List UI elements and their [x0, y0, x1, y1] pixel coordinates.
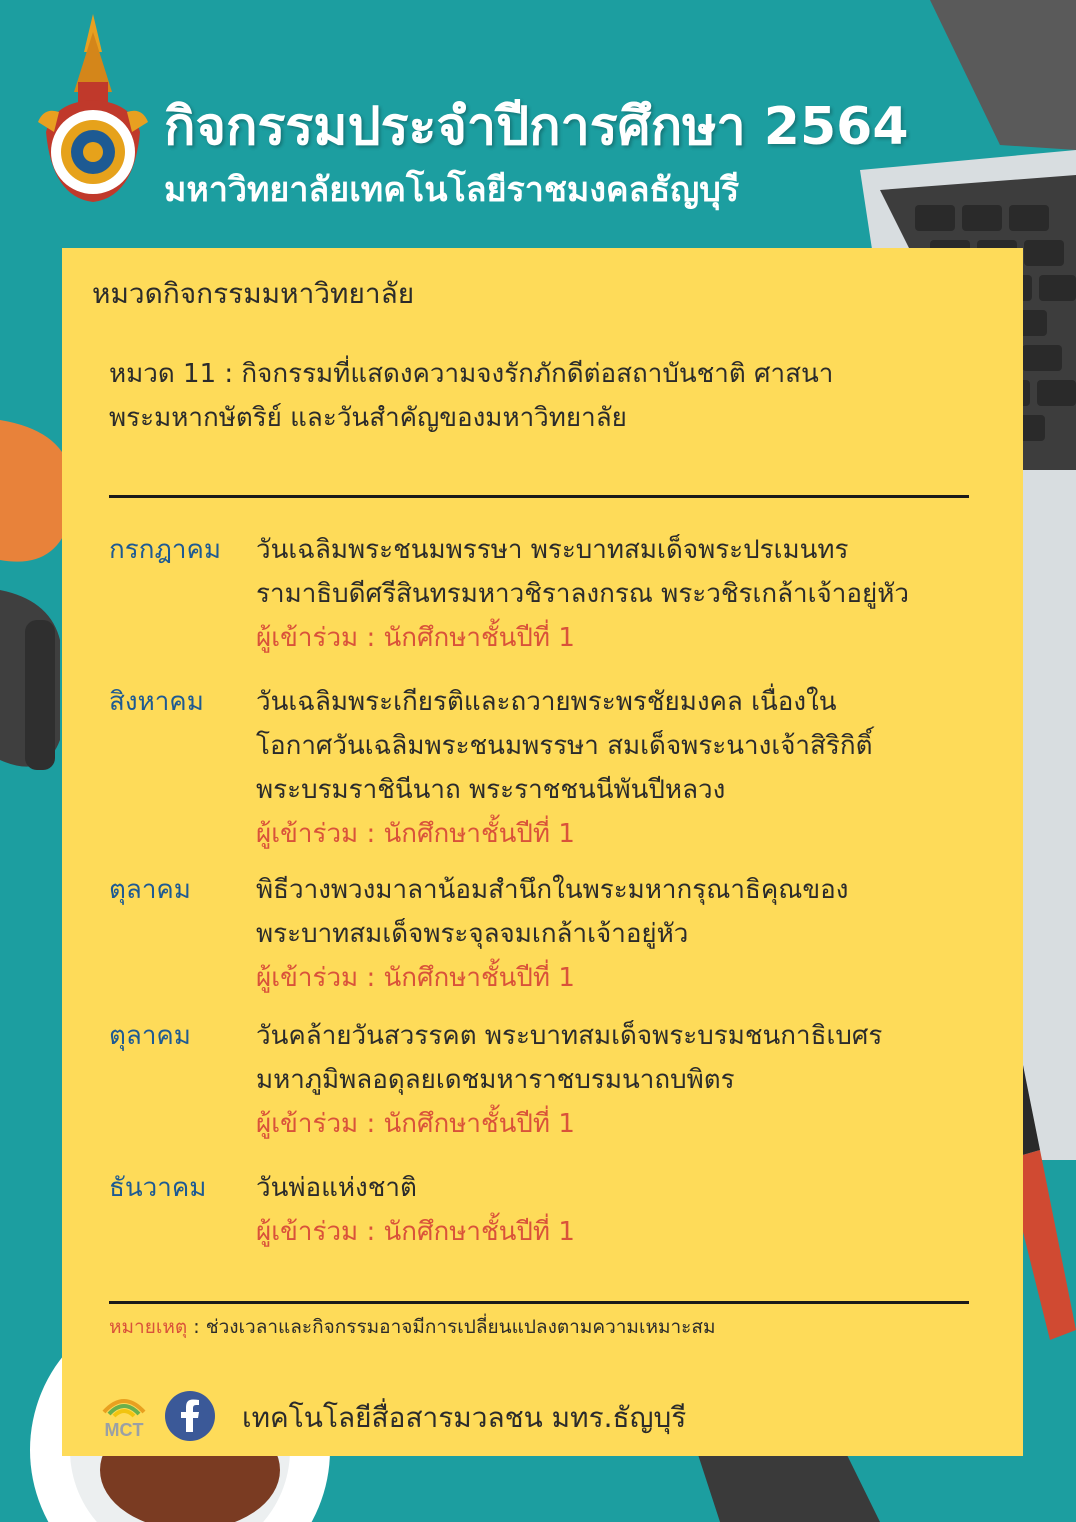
note-text: : ช่วงเวลาและกิจกรรมอาจมีการเปลี่ยนแปลงตามความเหมาะสม — [187, 1316, 716, 1338]
event-line: รามาธิบดีศรีสินทรมหาวชิราลงกรณ พระวชิรเกล้าเจ้าอยู่หัว — [256, 579, 909, 609]
event-participant: ผู้เข้าร่วม : นักศึกษาชั้นปีที่ 1 — [256, 1109, 575, 1139]
event-month: ธันวาคม — [109, 1173, 207, 1203]
event-description — [256, 680, 986, 856]
event-description — [256, 1014, 986, 1146]
event-line: พระบรมราชินีนาถ พระราชชนนีพันปีหลวง — [256, 775, 726, 805]
category-description-line: พระมหากษัตริย์ และวันสำคัญของมหาวิทยาลัย — [109, 403, 627, 433]
event-month: กรกฎาคม — [109, 535, 222, 565]
event-line: พิธีวางพวงมาลาน้อมสำนึกในพระมหากรุณาธิคุณของ — [256, 875, 849, 905]
page-title: กิจกรรมประจำปีการศึกษา 2564 — [164, 97, 909, 157]
event-participant: ผู้เข้าร่วม : นักศึกษาชั้นปีที่ 1 — [256, 1217, 575, 1247]
mct-logo-icon — [96, 1386, 152, 1442]
event-participant: ผู้เข้าร่วม : นักศึกษาชั้นปีที่ 1 — [256, 819, 575, 849]
mct-logo-text: MCT — [104, 1420, 144, 1440]
event-description — [256, 868, 986, 1000]
facebook-icon[interactable] — [164, 1390, 216, 1442]
university-seal-icon — [34, 12, 152, 202]
page-subtitle: มหาวิทยาลัยเทคโนโลยีราชมงคลธัญบุรี — [164, 170, 740, 210]
footer — [96, 1386, 896, 1446]
note-label: หมายเหตุ — [109, 1316, 188, 1338]
event-month: สิงหาคม — [109, 687, 204, 717]
category-description-line: หมวด 11 : กิจกรรมที่แสดงความจงรักภักดีต่อสถาบันชาติ ศาสนา — [109, 359, 834, 389]
divider-top — [109, 495, 969, 498]
event-line: มหาภูมิพลอดุลยเดชมหาราชบรมนาถบพิตร — [256, 1065, 735, 1095]
event-line: วันคล้ายวันสวรรคต พระบาทสมเด็จพระบรมชนกาธิเบศร — [256, 1021, 883, 1051]
event-participant: ผู้เข้าร่วม : นักศึกษาชั้นปีที่ 1 — [256, 623, 575, 653]
event-line: วันเฉลิมพระเกียรติและถวายพระพรชัยมงคล เนื่องใน — [256, 687, 837, 717]
category-description — [109, 352, 969, 440]
activity-card — [62, 248, 1023, 1456]
event-month: ตุลาคม — [109, 1021, 191, 1051]
category-title: หมวดกิจกรรมมหาวิทยาลัย — [92, 277, 415, 310]
event-line: โอกาศวันเฉลิมพระชนมพรรษา สมเด็จพระนางเจ้าสิริกิติ์ — [256, 731, 873, 761]
event-line: พระบาทสมเด็จพระจุลจมเกล้าเจ้าอยู่หัว — [256, 919, 689, 949]
divider-bottom — [109, 1301, 969, 1304]
note — [109, 1312, 716, 1342]
event-description — [256, 1166, 986, 1254]
event-line: วันเฉลิมพระชนมพรรษา พระบาทสมเด็จพระปรเมนทร — [256, 535, 849, 565]
event-line: วันพ่อแห่งชาติ — [256, 1173, 417, 1203]
header — [34, 12, 1034, 212]
event-month: ตุลาคม — [109, 875, 191, 905]
event-description — [256, 528, 986, 660]
footer-page-name: เทคโนโลยีสื่อสารมวลชน มทร.ธัญบุรี — [242, 1401, 687, 1434]
event-participant: ผู้เข้าร่วม : นักศึกษาชั้นปีที่ 1 — [256, 963, 575, 993]
